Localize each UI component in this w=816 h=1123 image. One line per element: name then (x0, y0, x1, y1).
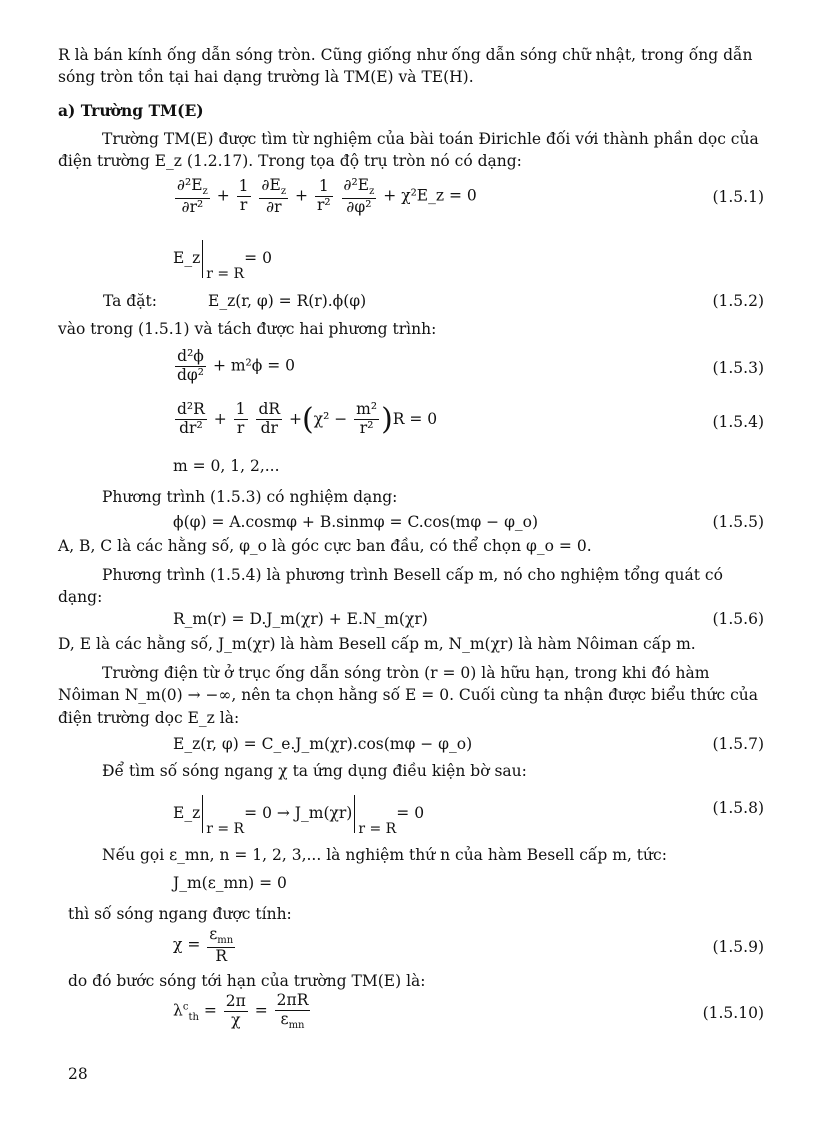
boundary-lhs: E_z (173, 249, 201, 267)
equation-1-5-1-tail: + χ²E_z = 0 (383, 186, 477, 205)
paragraph-transverse-wavenumber: thì số sóng ngang được tính: (68, 905, 292, 923)
intro-paragraph: R là bán kính ống dẫn sóng tròn. Cũng giống như ống dẫn sóng chữ nhật, trong ống dẫn sóng tròn tồn tại hai dạng trường là TM(E) và TE(H). (58, 46, 753, 87)
paragraph-dirichlet: Trường TM(E) được tìm từ nghiệm của bài toán Đirichle đối với thành phần dọc của điện trường E_z (1.2.17). Trong tọa độ trụ tròn nó có dạng: (58, 130, 759, 171)
equation-1-5-6: R_m(r) = D.J_m(χr) + E.N_m(χr) (173, 610, 428, 628)
boundary-at: r = R (358, 820, 397, 837)
fraction-2pi-over-chi: $\frac{2\pi}{\chi}$ (225, 992, 246, 1030)
fraction-d2ez-dr2: $\frac{\partial^2E_z}{\text{∂r²}}$ (177, 176, 208, 216)
equation-number-1-5-9: (1.5.9) (712, 938, 764, 956)
section-heading: a) Trường TM(E) (58, 101, 204, 120)
paragraph-boundary-condition: Để tìm số sóng ngang χ ta ứng dụng điều kiện bờ sau: (102, 762, 527, 780)
fraction-1-over-r: $\frac{1}{r}$ (238, 177, 249, 215)
equation-number-1-5-7: (1.5.7) (712, 735, 764, 753)
equation-bessel-zero: J_m(ε_mn) = 0 (173, 874, 287, 892)
boundary-rhs: = 0 (244, 249, 272, 267)
boundary-at: r = R (206, 820, 245, 837)
ta-dat-label: Ta đặt: (103, 292, 157, 310)
paragraph-constants: A, B, C là các hằng số, φ_o là góc cực ban đầu, có thể chọn φ_o = 0. (58, 537, 592, 555)
fraction-1-over-r2: $\frac{1}{\text{r²}}$ (316, 177, 331, 215)
equation-1-5-8 (173, 795, 425, 837)
equation-1-5-3 (173, 348, 295, 385)
equation-1-5-2: E_z(r, φ) = R(r).ϕ(φ) (208, 292, 367, 310)
paragraph-bessel-roots: Nếu gọi ε_mn, n = 1, 2, 3,... là nghiệm thứ n của hàm Besell cấp m, tức: (102, 846, 667, 864)
fraction-1-over-r: $\frac{1}{r}$ (235, 400, 246, 438)
paragraph-bessel-neumann: D, E là các hằng số, J_m(χr) là hàm Besell cấp m, N_m(χr) là hàm Nôiman cấp m. (58, 635, 696, 653)
paragraph-separation: vào trong (1.5.1) và tách được hai phương trình: (58, 320, 437, 338)
boundary-rhs: = 0 (396, 804, 425, 822)
evaluation-bar (202, 240, 245, 282)
fraction-dez-dr: $\frac{\partial E_z}{\partial r}$ (261, 176, 287, 216)
m-values: m = 0, 1, 2,... (173, 457, 280, 475)
fraction-d2phi-dphi2: $\frac{\text{d²ϕ}}{\text{dφ²}}$ (177, 347, 204, 384)
paragraph-critical-wavelength: do đó bước sóng tới hạn của trường TM(E) là: (68, 972, 426, 990)
evaluation-bar (202, 795, 245, 837)
paragraph-axis-finite: Trường điện từ ở trục ống dẫn sóng tròn (r = 0) là hữu hạn, trong khi đó hàm Nôiman N_m(0) → −∞, nên ta chọn hằng số E = 0. Cuối cùng ta nhận được biểu thức của điện trường dọc E_z là: (58, 664, 759, 727)
equation-1-5-9 (173, 926, 237, 965)
evaluation-bar (354, 795, 397, 837)
equation-number-1-5-1: (1.5.1) (712, 188, 764, 206)
fraction-m2-r2: $\frac{\text{m²}}{\text{r²}}$ (356, 400, 378, 438)
equation-1-5-7: E_z(r, φ) = C_e.J_m(χr).cos(mφ − φ_o) (173, 735, 473, 753)
fraction-2pir-over-epsilon: $\frac{2\pi R}{\varepsilon_{mn}}$ (276, 991, 309, 1031)
equation-number-1-5-3: (1.5.3) (712, 359, 764, 377)
equation-1-5-5: ϕ(φ) = A.cosmφ + B.sinmφ = C.cos(mφ − φ_o) (173, 513, 539, 531)
equation-number-1-5-10: (1.5.10) (702, 1004, 764, 1022)
boundary-at: r = R (206, 265, 245, 282)
equation-number-1-5-5: (1.5.5) (712, 513, 764, 531)
equation-1-5-9-lhs: χ = (173, 935, 201, 954)
left-paren: ( (301, 402, 314, 437)
equation-1-5-8-mid: = 0 → J_m(χr) (244, 804, 353, 822)
fraction-epsilon-over-r: $\frac{\varepsilon_{mn}}{R}$ (209, 925, 234, 965)
equation-1-5-3-tail: + m²ϕ = 0 (212, 356, 296, 375)
paragraph-solution-1-5-3: Phương trình (1.5.3) có nghiệm dạng: (102, 488, 398, 506)
equation-number-1-5-8: (1.5.8) (712, 799, 764, 817)
boundary-lhs: E_z (173, 804, 201, 822)
fraction-d2r-dr2: $\frac{\text{d²R}}{\text{dr²}}$ (177, 400, 205, 438)
equation-number-1-5-6: (1.5.6) (712, 610, 764, 628)
equation-1-5-4: $\frac{\text{d²R}}{\text{dr²}}$ + $\frac{1}{r}$ $\frac{dR}{dr}$ +(χ² − $\frac{\text{m²}}{\text{r²}}$ )R = 0 (177, 400, 438, 438)
fraction-d2ez-dphi2: $\frac{\partial^2E_z}{\text{∂φ²}}$ (343, 176, 375, 216)
equation-1-5-1: $\frac{\partial^2E_z}{\text{∂r²}}$ + $\frac{1}{r}$ $\frac{\partial E_z}{\partial r}$ + $\frac{1}{\text{r²}}$ $\frac{\partial^2E_z}{\text{∂φ²}}$ + χ²E_z = 0 (177, 176, 477, 216)
equation-number-1-5-4: (1.5.4) (712, 413, 764, 431)
fraction-dr-dr: $\frac{dR}{dr}$ (258, 400, 281, 438)
equation-number-1-5-2: (1.5.2) (712, 292, 764, 310)
equation-1-5-10: $\lambda^c_{th}$ = $\frac{2\pi}{\chi}$ = $\frac{2\pi R}{\varepsilon_{mn}}$ (173, 991, 309, 1031)
right-paren: ) (381, 402, 393, 437)
paragraph-besell: Phương trình (1.5.4) là phương trình Besell cấp m, nó cho nghiệm tổng quát có dạng: (58, 566, 723, 607)
page-number: 28 (68, 1065, 88, 1083)
equation-boundary (173, 240, 272, 282)
